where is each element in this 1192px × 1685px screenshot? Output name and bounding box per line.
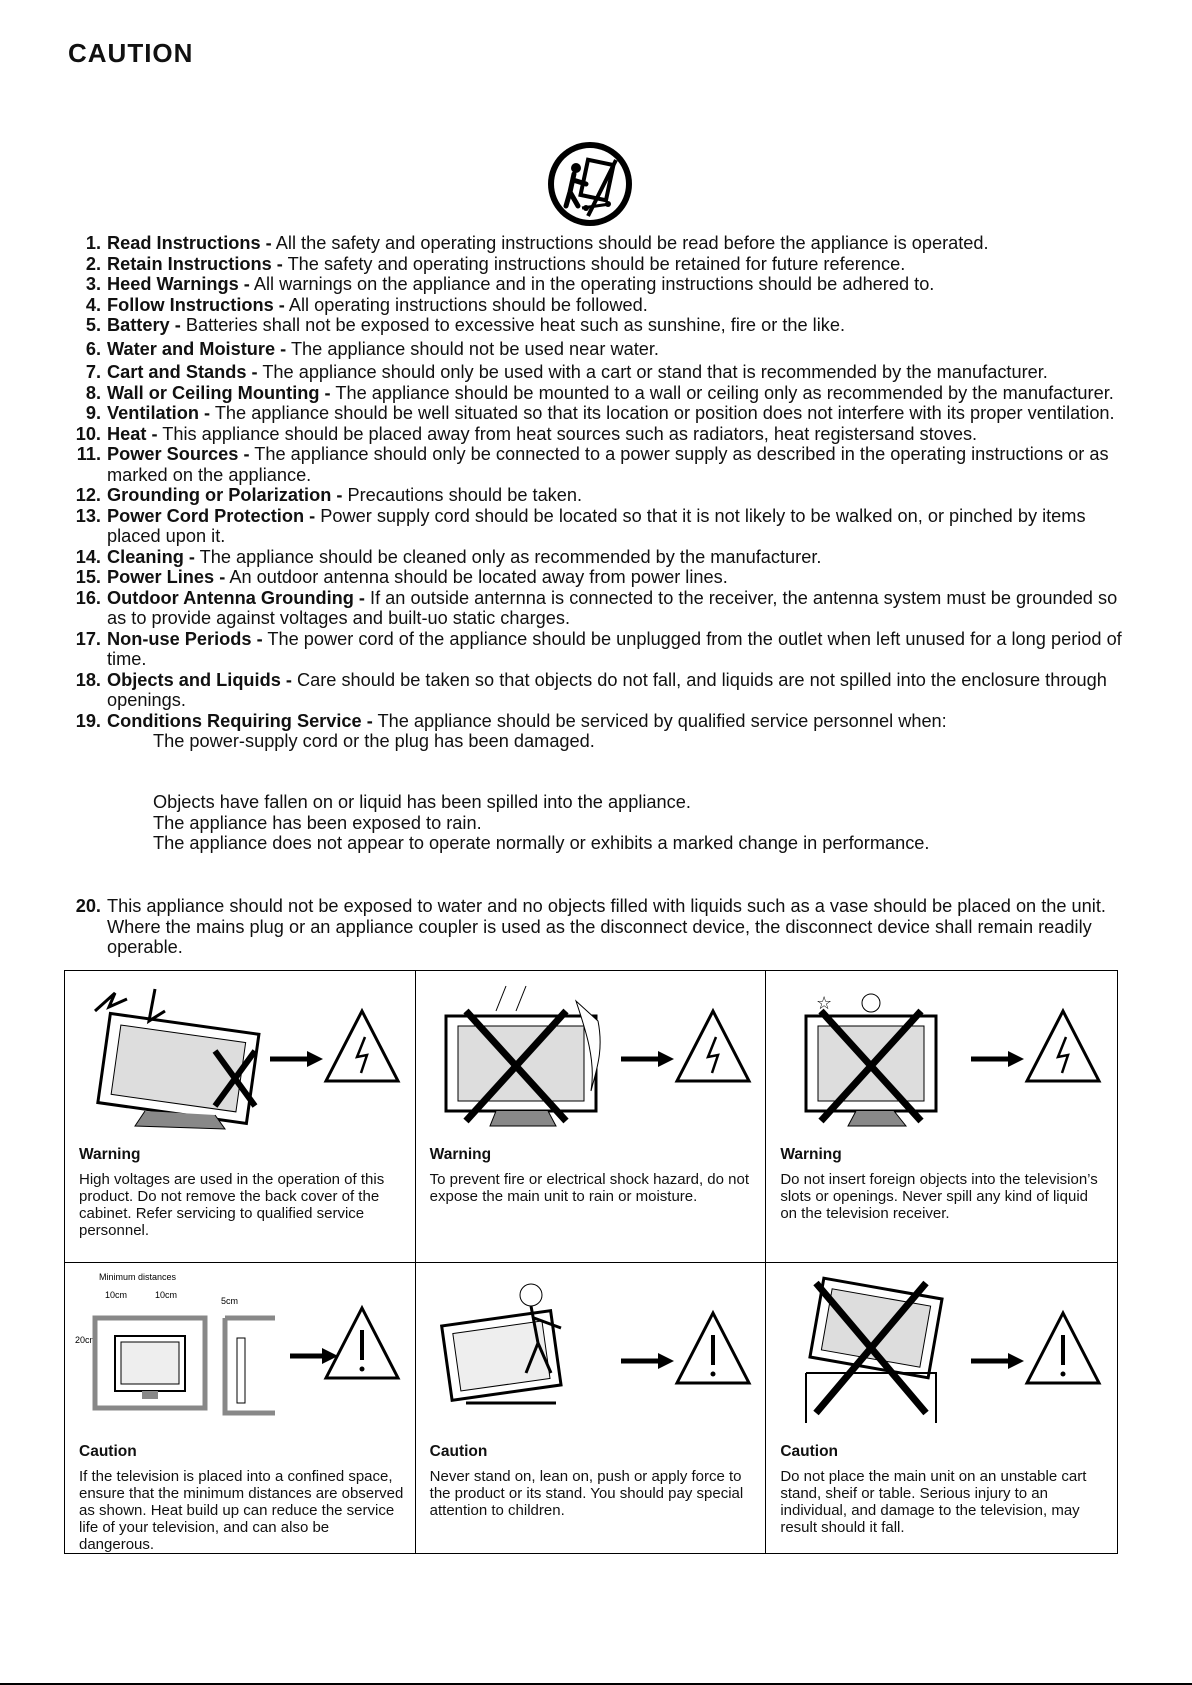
panel-title: Caution [79,1443,137,1460]
panel-text: Do not insert foreign objects into the television’s slots or openings. Never spill any kind of liquid on the television receiver. [780,1171,1098,1222]
list-item: 10. Heat - This appliance should be placed away from heat sources such as radiators, heat registersand stoves. [75,423,978,444]
service-conditions [153,731,1140,752]
panel-do-not-push [416,1263,767,1553]
service-conditions-list [153,792,1053,854]
list-item: 9. Ventilation - The appliance should be well situated so that its location or position does not interfere with its proper ventilation. [85,403,1115,423]
diagram-label: 10cm [105,1290,128,1300]
list-item: 3. Heed Warnings - All warnings on the appliance and in the operating instructions should be adhered to. [85,274,935,294]
diagram-label: 5cm [221,1296,239,1306]
panel-foreign-objects [766,971,1117,1263]
page-title: CAUTION [68,38,194,68]
list-item: 12. Grounding or Polarization - Precautions should be taken. [75,485,583,505]
condition-item: The power-supply cord or the plug has been damaged. [153,731,595,751]
list-item: 5. Battery - Batteries shall not be exposed to excessive heat such as sunshine, fire or the like. [85,315,846,335]
panel-unstable-stand [766,1263,1117,1553]
list-item: 20. This appliance should not be exposed to water and no objects filled with liquids such as a vase should be placed on the unit. Where the mains plug or an appliance coupler is used as the disconnect device, the disconnect device shall remain readily operable. [75,896,1106,957]
panel-title: Caution [429,1443,488,1460]
diagram-label: 10cm [155,1290,178,1300]
minimum-distances-diagram [75,1268,405,1418]
panel-title: Warning [79,1146,141,1163]
list-item: 15. Power Lines - An outdoor antenna should be located away from power lines. [75,567,728,587]
child-pushing-tv-illustration [426,1273,756,1423]
cart-warning-icon [546,140,634,228]
condition-item: The appliance has been exposed to rain. [153,812,482,833]
panel-text: Do not place the main unit on an unstable cart stand, sheif or table. Serious injury to an individual, and damage to the television, may result should it fall. [780,1468,1087,1536]
panel-text: To prevent fire or electrical shock hazard, do not expose the main unit to rain or moisture. [429,1171,749,1205]
panel-high-voltage [65,971,416,1263]
panel-minimum-distances [65,1263,416,1553]
tv-rain-illustration [426,981,756,1131]
tv-falling-illustration [776,1273,1106,1423]
panel-title: Warning [429,1146,492,1163]
safety-panels-grid [64,970,1118,1554]
tv-objects-illustration [776,981,1106,1131]
instruction-list [60,233,1140,752]
diagram-label: 20cm [75,1335,98,1345]
panel-text: High voltages are used in the operation of this product. Do not remove the back cover of the cabinet. Refer servicing to qualified service personnel. [79,1171,385,1239]
panel-text: If the television is placed into a confined space, ensure that the minimum distances are observed as shown. Heat build up can reduce the service life of your television, and can also be dangerous. [79,1468,404,1553]
list-item: 16. Outdoor Antenna Grounding - If an outside anternna is connected to the receiver, the antenna system must be grounded so as to provide against voltages and built-uo static charges. [75,587,1118,628]
list-item: 18. Objects and Liquids - Care should be taken so that objects do not fall, and liquids are not spilled into the enclosure through openings. [75,669,1107,710]
list-item: 14. Cleaning - The appliance should be cleaned only as recommended by the manufacturer. [75,546,822,567]
condition-item: The appliance does not appear to operate normally or exhibits a marked change in performance. [153,833,930,853]
list-item: 6. Water and Moisture - The appliance should not be used near water. [85,338,659,359]
list-item: 2. Retain Instructions - The safety and operating instructions should be retained for future reference. [85,253,906,274]
list-item: 19. Conditions Requiring Service - The appliance should be serviced by qualified service personnel when: [75,710,947,731]
panel-title: Warning [780,1146,842,1163]
list-item: 17. Non-use Periods - The power cord of the appliance should be unplugged from the outlet when left unused for a long period of time. [75,628,1122,669]
list-item: 13. Power Cord Protection - Power supply cord should be located so that it is not likely to be walked on, or pinched by items placed upon it. [75,505,1086,546]
list-item: 8. Wall or Ceiling Mounting - The appliance should be mounted to a wall or ceiling only as recommended by the manufacturer. [85,382,1114,403]
panel-text: Never stand on, lean on, push or apply force to the product or its stand. You should pay special attention to children. [429,1468,744,1519]
tv-lightning-illustration [75,981,405,1131]
diagram-heading: Minimum distances [99,1272,177,1282]
condition-item: Objects have fallen on or liquid has been spilled into the appliance. [153,792,691,812]
list-item: 7. Cart and Stands - The appliance should only be used with a cart or stand that is recommended by the manufacturer. [85,362,1048,382]
list-item: 4. Follow Instructions - All operating instructions should be followed. [85,294,648,315]
panel-rain-moisture [416,971,767,1263]
panel-title: Caution [780,1443,839,1460]
svg-text:☆: ☆ [816,993,833,1014]
list-item: 11. Power Sources - The appliance should only be connected to a power supply as described in the operating instructions or as marked on the appliance. [76,444,1109,485]
list-item: 1. Read Instructions - All the safety and operating instructions should be read before the appliance is operated. [85,233,989,253]
